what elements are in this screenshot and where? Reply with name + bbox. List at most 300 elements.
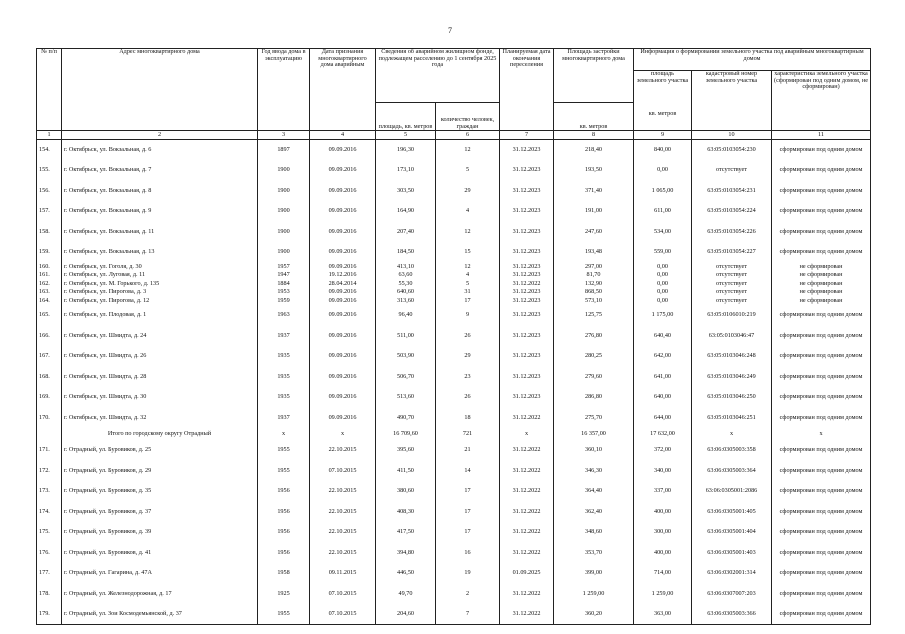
address-cell: г. Отрадный, ул. Буровиков, д. 25	[62, 440, 258, 461]
people-cell: 19	[436, 563, 500, 584]
address-cell: г. Отрадный, ул. Буровиков, д. 35	[62, 481, 258, 502]
land-status-cell: не сформирован	[772, 297, 871, 306]
people-cell: 15	[436, 242, 500, 263]
built-area-cell: 353,70	[554, 543, 634, 564]
recognized-date-cell: 22.10.2015	[310, 502, 376, 523]
land-status-cell: сформирован под одним домом	[772, 160, 871, 181]
people-cell: 4	[436, 271, 500, 280]
cadastral-cell: 63:06:0305001:405	[692, 502, 772, 523]
total-row	[37, 428, 871, 440]
recognized-date-cell: 09.09.2016	[310, 160, 376, 181]
cadastral-cell: 63:05:0103046:47	[692, 326, 772, 347]
built-area-cell: 193,48	[554, 242, 634, 263]
row-number: 165.	[37, 305, 62, 326]
address-cell: г. Октябрьск, ул. Шмидта, д. 32	[62, 408, 258, 429]
area-cell: 413,10	[376, 263, 436, 272]
table-row	[37, 461, 871, 482]
column-number: 4	[310, 131, 376, 140]
recognized-date-cell: 09.09.2016	[310, 242, 376, 263]
row-number: 163.	[37, 288, 62, 297]
land-status-cell: сформирован под одним домом	[772, 502, 871, 523]
area-cell: 96,40	[376, 305, 436, 326]
land-status-cell: сформирован под одним домом	[772, 387, 871, 408]
area-cell: 63,60	[376, 271, 436, 280]
planned-date-cell: 31.12.2023	[500, 222, 554, 243]
land-status-cell: сформирован под одним домом	[772, 222, 871, 243]
table-row	[37, 584, 871, 605]
cadastral-cell: отсутствует	[692, 288, 772, 297]
built-area-cell: 346,30	[554, 461, 634, 482]
year-cell: 1937	[258, 408, 310, 429]
row-number: 156.	[37, 181, 62, 202]
land-area-cell: 0,00	[634, 280, 692, 289]
address-cell: г. Октябрьск, ул. Пирогова, д. 3	[62, 288, 258, 297]
year-cell: 1900	[258, 160, 310, 181]
address-cell: г. Отрадный, ул. Буровиков, д. 39	[62, 522, 258, 543]
people-cell: 26	[436, 326, 500, 347]
cadastral-cell: 63:05:0103054:230	[692, 140, 772, 161]
year-cell: 1937	[258, 326, 310, 347]
area-cell: 417,50	[376, 522, 436, 543]
planned-date-cell: 31.12.2023	[500, 367, 554, 388]
land-area-cell: 340,00	[634, 461, 692, 482]
column-number: 11	[772, 131, 871, 140]
planned-date-cell: 31.12.2022	[500, 408, 554, 429]
land-status-cell: сформирован под одним домом	[772, 305, 871, 326]
address-cell: г. Октябрьск, ул. Шмидта, д. 24	[62, 326, 258, 347]
land-area-cell: 17 632,00	[634, 428, 692, 440]
cadastral-cell: 63:05:0103054:224	[692, 201, 772, 222]
row-number: 179.	[37, 604, 62, 625]
address-cell: г. Октябрьск, ул. М. Горького, д. 135	[62, 280, 258, 289]
planned-date-cell: 31.12.2023	[500, 387, 554, 408]
built-area-cell: 360,10	[554, 440, 634, 461]
table-row	[37, 502, 871, 523]
planned-date-cell: 31.12.2023	[500, 271, 554, 280]
cadastral-cell: 63:05:0103054:227	[692, 242, 772, 263]
area-cell: 380,60	[376, 481, 436, 502]
table-row	[37, 326, 871, 347]
built-area-cell: 81,70	[554, 271, 634, 280]
header-num: № п/п	[37, 49, 62, 131]
people-cell: 12	[436, 222, 500, 243]
built-area-cell: 132,90	[554, 280, 634, 289]
recognized-date-cell: 09.09.2016	[310, 140, 376, 161]
header-land-area	[634, 71, 692, 131]
recognized-date-cell: 07.10.2015	[310, 604, 376, 625]
address-cell: г. Октябрьск, ул. Плодовая, д. 1	[62, 305, 258, 326]
row-number: 174.	[37, 502, 62, 523]
planned-date-cell: x	[500, 428, 554, 440]
column-number: 6	[436, 131, 500, 140]
planned-date-cell: 31.12.2022	[500, 481, 554, 502]
year-cell: 1956	[258, 481, 310, 502]
land-area-cell: 640,00	[634, 387, 692, 408]
people-cell: 17	[436, 502, 500, 523]
area-cell: 640,60	[376, 288, 436, 297]
cadastral-cell: 63:05:0103046:251	[692, 408, 772, 429]
planned-date-cell: 31.12.2023	[500, 263, 554, 272]
area-cell: 303,50	[376, 181, 436, 202]
table-row	[37, 263, 871, 272]
address-cell: г. Отрадный, ул. Буровиков, д. 41	[62, 543, 258, 564]
recognized-date-cell: 22.10.2015	[310, 543, 376, 564]
built-area-cell: 573,10	[554, 297, 634, 306]
area-cell: 55,30	[376, 280, 436, 289]
year-cell: 1935	[258, 387, 310, 408]
header-people: количество человек, граждан	[436, 103, 500, 131]
land-area-cell: 1 259,00	[634, 584, 692, 605]
recognized-date-cell: 22.10.2015	[310, 440, 376, 461]
area-cell: 506,70	[376, 367, 436, 388]
people-cell: 5	[436, 160, 500, 181]
table-row	[37, 201, 871, 222]
recognized-date-cell: 09.09.2016	[310, 305, 376, 326]
land-status-cell: x	[772, 428, 871, 440]
people-cell: 29	[436, 181, 500, 202]
planned-date-cell: 31.12.2022	[500, 440, 554, 461]
land-status-cell: сформирован под одним домом	[772, 181, 871, 202]
planned-date-cell: 31.12.2023	[500, 160, 554, 181]
planned-date-cell: 31.12.2022	[500, 604, 554, 625]
cadastral-cell: 63:05:0103046:249	[692, 367, 772, 388]
people-cell: 26	[436, 387, 500, 408]
address-cell: г. Октябрьск, ул. Шмидта, д. 28	[62, 367, 258, 388]
area-cell: 313,60	[376, 297, 436, 306]
address-cell: г. Отрадный, ул. Буровиков, д. 29	[62, 461, 258, 482]
people-cell: 14	[436, 461, 500, 482]
table-row	[37, 543, 871, 564]
planned-date-cell: 31.12.2022	[500, 461, 554, 482]
area-cell: 16 709,60	[376, 428, 436, 440]
address-cell: г. Отрадный, ул. Гагарина, д. 47А	[62, 563, 258, 584]
column-number: 3	[258, 131, 310, 140]
land-status-cell: сформирован под одним домом	[772, 242, 871, 263]
people-cell: 4	[436, 201, 500, 222]
built-area-cell: 125,75	[554, 305, 634, 326]
people-cell: 12	[436, 263, 500, 272]
built-area-cell: 193,50	[554, 160, 634, 181]
people-cell: 29	[436, 346, 500, 367]
cadastral-cell: 63:05:0103046:248	[692, 346, 772, 367]
land-area-cell: 840,00	[634, 140, 692, 161]
cadastral-cell: 63:06:0305001:403	[692, 543, 772, 564]
table-row	[37, 140, 871, 161]
address-cell: г. Октябрьск, ул. Вокзальная, д. 6	[62, 140, 258, 161]
row-number: 157.	[37, 201, 62, 222]
land-area-cell: 372,00	[634, 440, 692, 461]
built-area-cell: 191,00	[554, 201, 634, 222]
row-number: 160.	[37, 263, 62, 272]
recognized-date-cell: 28.04.2014	[310, 280, 376, 289]
row-number: 167.	[37, 346, 62, 367]
table-row	[37, 367, 871, 388]
cadastral-cell: 63:06:0305001:404	[692, 522, 772, 543]
planned-date-cell: 01.09.2025	[500, 563, 554, 584]
row-number: 170.	[37, 408, 62, 429]
land-area-cell: 0,00	[634, 288, 692, 297]
built-area-cell: 364,40	[554, 481, 634, 502]
built-area-cell: 297,00	[554, 263, 634, 272]
land-status-cell: сформирован под одним домом	[772, 346, 871, 367]
people-cell: 31	[436, 288, 500, 297]
area-cell: 503,90	[376, 346, 436, 367]
recognized-date-cell: 09.09.2016	[310, 222, 376, 243]
area-cell: 446,50	[376, 563, 436, 584]
land-status-cell: сформирован под одним домом	[772, 604, 871, 625]
year-cell: 1956	[258, 522, 310, 543]
cadastral-cell: отсутствует	[692, 160, 772, 181]
built-area-cell: 360,20	[554, 604, 634, 625]
recognized-date-cell: 09.11.2015	[310, 563, 376, 584]
row-number: 166.	[37, 326, 62, 347]
table-row	[37, 222, 871, 243]
row-number: 161.	[37, 271, 62, 280]
row-number: 178.	[37, 584, 62, 605]
year-cell: 1953	[258, 288, 310, 297]
land-area-cell: 337,00	[634, 481, 692, 502]
header-cadastral: кадастровый номер земельного участка	[692, 71, 772, 131]
land-status-cell: не сформирован	[772, 271, 871, 280]
recognized-date-cell: 07.10.2015	[310, 461, 376, 482]
area-cell: 395,60	[376, 440, 436, 461]
recognized-date-cell: 09.09.2016	[310, 367, 376, 388]
built-area-cell: 399,00	[554, 563, 634, 584]
address-cell: г. Октябрьск, ул. Пирогова, д. 12	[62, 297, 258, 306]
people-cell: 18	[436, 408, 500, 429]
land-status-cell: сформирован под одним домом	[772, 563, 871, 584]
row-number: 173.	[37, 481, 62, 502]
column-number: 1	[37, 131, 62, 140]
cadastral-cell: 63:06:0305001:2086	[692, 481, 772, 502]
year-cell: 1963	[258, 305, 310, 326]
year-cell: 1935	[258, 346, 310, 367]
people-cell: 2	[436, 584, 500, 605]
recognized-date-cell: x	[310, 428, 376, 440]
header-built-area-unit: кв. метров	[554, 103, 634, 131]
recognized-date-cell: 19.12.2016	[310, 271, 376, 280]
land-area-cell: 300,00	[634, 522, 692, 543]
emergency-housing-table	[36, 48, 871, 625]
address-cell: г. Октябрьск, ул. Гоголя, д. 30	[62, 263, 258, 272]
people-cell: 16	[436, 543, 500, 564]
cadastral-cell: отсутствует	[692, 280, 772, 289]
built-area-cell: 286,80	[554, 387, 634, 408]
row-number: 176.	[37, 543, 62, 564]
built-area-cell: 868,50	[554, 288, 634, 297]
planned-date-cell: 31.12.2023	[500, 305, 554, 326]
cadastral-cell: отсутствует	[692, 297, 772, 306]
planned-date-cell: 31.12.2022	[500, 502, 554, 523]
planned-date-cell: 31.12.2023	[500, 346, 554, 367]
column-number-row	[37, 131, 871, 140]
area-cell: 394,80	[376, 543, 436, 564]
row-number: 158.	[37, 222, 62, 243]
cadastral-cell: 63:06:0305003:358	[692, 440, 772, 461]
row-number	[37, 428, 62, 440]
column-number: 5	[376, 131, 436, 140]
land-status-cell: сформирован под одним домом	[772, 584, 871, 605]
recognized-date-cell: 09.09.2016	[310, 408, 376, 429]
page-number: 7	[448, 26, 452, 35]
column-number: 8	[554, 131, 634, 140]
recognized-date-cell: 22.10.2015	[310, 481, 376, 502]
land-status-cell: сформирован под одним домом	[772, 522, 871, 543]
area-cell: 411,50	[376, 461, 436, 482]
area-cell: 513,60	[376, 387, 436, 408]
land-area-cell: 714,00	[634, 563, 692, 584]
table-row	[37, 481, 871, 502]
land-area-cell: 644,00	[634, 408, 692, 429]
built-area-cell: 371,40	[554, 181, 634, 202]
cadastral-cell: 63:05:0103054:226	[692, 222, 772, 243]
cadastral-cell: x	[692, 428, 772, 440]
address-cell: г. Октябрьск, ул. Вокзальная, д. 8	[62, 181, 258, 202]
area-cell: 196,30	[376, 140, 436, 161]
land-area-cell: 400,00	[634, 543, 692, 564]
planned-date-cell: 31.12.2022	[500, 522, 554, 543]
header-recognized-date: Дата признания многоквартирного дома аварийным	[310, 49, 376, 131]
people-cell: 721	[436, 428, 500, 440]
people-cell: 9	[436, 305, 500, 326]
recognized-date-cell: 09.09.2016	[310, 263, 376, 272]
planned-date-cell: 31.12.2022	[500, 584, 554, 605]
table-row	[37, 346, 871, 367]
area-cell: 511,00	[376, 326, 436, 347]
cadastral-cell: 63:05:0103046:250	[692, 387, 772, 408]
planned-date-cell: 31.12.2023	[500, 242, 554, 263]
header-land-area-label: площадь земельного участка	[636, 70, 689, 84]
address-cell: г. Октябрьск, ул. Вокзальная, д. 11	[62, 222, 258, 243]
address-cell: г. Отрадный, ул. Железнодорожная, д. 17	[62, 584, 258, 605]
land-area-cell: 641,00	[634, 367, 692, 388]
header-land-characteristic: характеристика земельного участка (сформирован под одним домом, не сформирован)	[772, 71, 871, 131]
address-cell: г. Октябрьск, ул. Шмидта, д. 30	[62, 387, 258, 408]
land-area-cell: 1 065,00	[634, 181, 692, 202]
recognized-date-cell: 07.10.2015	[310, 584, 376, 605]
row-number: 164.	[37, 297, 62, 306]
table-row	[37, 563, 871, 584]
row-number: 168.	[37, 367, 62, 388]
planned-date-cell: 31.12.2023	[500, 326, 554, 347]
land-area-cell: 534,00	[634, 222, 692, 243]
header-land-area-unit: кв. метров	[648, 110, 677, 117]
address-cell: г. Октябрьск, ул. Шмидта, д. 26	[62, 346, 258, 367]
address-cell: г. Отрадный, ул. Зои Космодемьянской, д. 37	[62, 604, 258, 625]
recognized-date-cell: 09.09.2016	[310, 326, 376, 347]
land-area-cell: 0,00	[634, 160, 692, 181]
year-cell: 1897	[258, 140, 310, 161]
area-cell: 173,10	[376, 160, 436, 181]
land-area-cell: 642,00	[634, 346, 692, 367]
cadastral-cell: отсутствует	[692, 263, 772, 272]
people-cell: 17	[436, 522, 500, 543]
land-area-cell: 0,00	[634, 297, 692, 306]
row-number: 169.	[37, 387, 62, 408]
built-area-cell: 362,40	[554, 502, 634, 523]
land-area-cell: 0,00	[634, 271, 692, 280]
table-row	[37, 522, 871, 543]
address-cell: г. Октябрьск, ул. Вокзальная, д. 7	[62, 160, 258, 181]
people-cell: 17	[436, 481, 500, 502]
land-status-cell: не сформирован	[772, 280, 871, 289]
year-cell: x	[258, 428, 310, 440]
table-row	[37, 387, 871, 408]
cadastral-cell: 63:06:0307007:203	[692, 584, 772, 605]
year-cell: 1958	[258, 563, 310, 584]
column-number: 10	[692, 131, 772, 140]
header-emergency-info: Сведения об аварийном жилищном фонде, подлежащем расселению до 1 сентября 2025 года	[376, 49, 500, 103]
header-planned-date: Планируемая дата окончания переселения	[500, 49, 554, 131]
built-area-cell: 275,70	[554, 408, 634, 429]
year-cell: 1957	[258, 263, 310, 272]
table-body	[37, 140, 871, 625]
land-status-cell: сформирован под одним домом	[772, 543, 871, 564]
land-status-cell: сформирован под одним домом	[772, 140, 871, 161]
table-row	[37, 288, 871, 297]
land-area-cell: 611,00	[634, 201, 692, 222]
built-area-cell: 16 357,00	[554, 428, 634, 440]
address-cell: г. Октябрьск, ул. Вокзальная, д. 9	[62, 201, 258, 222]
row-number: 172.	[37, 461, 62, 482]
planned-date-cell: 31.12.2023	[500, 140, 554, 161]
row-number: 154.	[37, 140, 62, 161]
row-number: 162.	[37, 280, 62, 289]
land-area-cell: 559,00	[634, 242, 692, 263]
land-status-cell: сформирован под одним домом	[772, 326, 871, 347]
year-cell: 1900	[258, 181, 310, 202]
table-row	[37, 271, 871, 280]
land-status-cell: не сформирован	[772, 263, 871, 272]
area-cell: 204,60	[376, 604, 436, 625]
row-number: 155.	[37, 160, 62, 181]
cadastral-cell: отсутствует	[692, 271, 772, 280]
recognized-date-cell: 09.09.2016	[310, 288, 376, 297]
year-cell: 1900	[258, 201, 310, 222]
land-area-cell: 1 175,00	[634, 305, 692, 326]
built-area-cell: 247,60	[554, 222, 634, 243]
row-number: 159.	[37, 242, 62, 263]
people-cell: 17	[436, 297, 500, 306]
people-cell: 23	[436, 367, 500, 388]
recognized-date-cell: 22.10.2015	[310, 522, 376, 543]
table-row	[37, 280, 871, 289]
header-year: Год ввода дома в эксплуатацию	[258, 49, 310, 131]
built-area-cell: 276,80	[554, 326, 634, 347]
table-row	[37, 297, 871, 306]
year-cell: 1925	[258, 584, 310, 605]
header-address: Адрес многоквартирного дома	[62, 49, 258, 131]
address-cell: г. Октябрьск, ул. Вокзальная, д. 13	[62, 242, 258, 263]
year-cell: 1900	[258, 242, 310, 263]
cadastral-cell: 63:06:0305003:364	[692, 461, 772, 482]
year-cell: 1935	[258, 367, 310, 388]
year-cell: 1884	[258, 280, 310, 289]
land-status-cell: не сформирован	[772, 288, 871, 297]
built-area-cell: 1 259,00	[554, 584, 634, 605]
year-cell: 1900	[258, 222, 310, 243]
people-cell: 21	[436, 440, 500, 461]
year-cell: 1955	[258, 440, 310, 461]
column-number: 2	[62, 131, 258, 140]
year-cell: 1956	[258, 502, 310, 523]
recognized-date-cell: 09.09.2016	[310, 387, 376, 408]
table-row	[37, 408, 871, 429]
header-land-info: Информация о формировании земельного участка под аварийным многоквартирным домом	[634, 49, 871, 71]
table-row	[37, 440, 871, 461]
recognized-date-cell: 09.09.2016	[310, 346, 376, 367]
planned-date-cell: 31.12.2022	[500, 280, 554, 289]
